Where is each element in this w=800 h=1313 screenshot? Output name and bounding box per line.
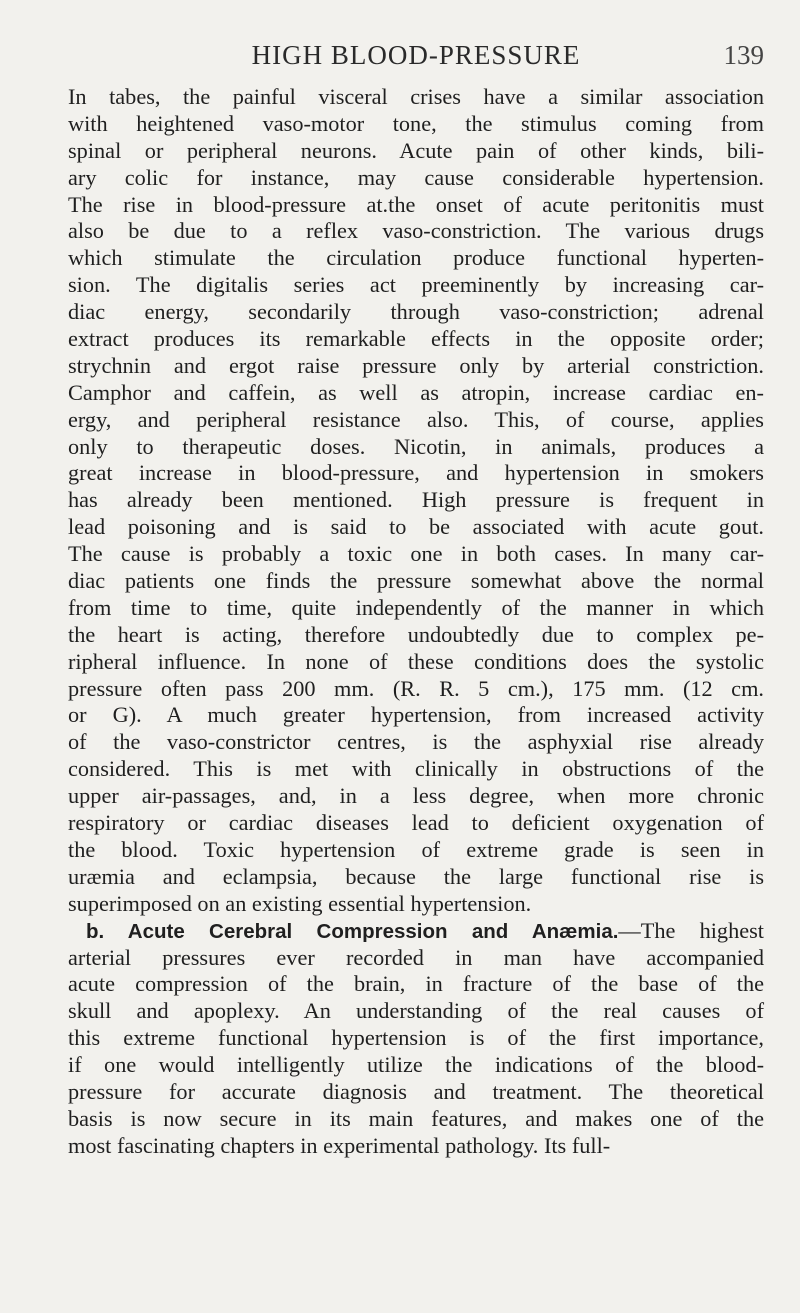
text-line: skull and apoplexy. An understanding of the real causes of <box>68 998 764 1024</box>
text-line: the heart is acting, therefore undoubtedly due to complex pe- <box>68 621 764 647</box>
text-line: diac patients one finds the pressure somewhat above the normal <box>68 568 764 594</box>
text-line: The rise in blood-pressure at.the onset of acute peritonitis must <box>68 191 764 217</box>
text-line: extract produces its remarkable effects in the opposite order; <box>68 326 764 352</box>
body-text <box>68 84 764 1160</box>
text-line: superimposed on an existing essential hypertension. <box>68 890 532 916</box>
text-line: considered. This is met with clinically in obstructions of the <box>68 756 764 782</box>
paragraph-1 <box>68 84 764 918</box>
text-line: which stimulate the circulation produce functional hyperten- <box>68 245 764 271</box>
text-line: or G). A much greater hypertension, from increased activity <box>68 702 764 728</box>
text-line: diac energy, secondarily through vaso-constriction; adrenal <box>68 299 764 325</box>
text-line: also be due to a reflex vaso-constriction. The various drugs <box>68 218 764 244</box>
text-line: spinal or peripheral neurons. Acute pain of other kinds, bili- <box>68 137 764 163</box>
page-header <box>68 40 764 74</box>
text-line: with heightened vaso-motor tone, the stimulus coming from <box>68 110 764 136</box>
section-b-first-line-text: —The highest <box>618 917 764 943</box>
text-line: ary colic for instance, may cause considerable hypertension. <box>68 164 764 190</box>
text-line: of the vaso-constrictor centres, is the asphyxial rise already <box>68 729 764 755</box>
text-line: from time to time, quite independently of the manner in which <box>68 594 764 620</box>
text-line: respiratory or cardiac diseases lead to deficient oxygenation of <box>68 810 764 836</box>
text-line: has already been mentioned. High pressure is frequent in <box>68 487 764 513</box>
text-line: The cause is probably a toxic one in both cases. In many car- <box>68 541 764 567</box>
section-b-first-line <box>68 918 764 945</box>
text-line: the blood. Toxic hypertension of extreme grade is seen in <box>68 836 764 862</box>
text-line: this extreme functional hypertension is of the first importance, <box>68 1025 764 1051</box>
section-heading: b. Acute Cerebral Compression and Anæmia. <box>86 919 619 943</box>
text-line: if one would intelligently utilize the indications of the blood- <box>68 1052 764 1078</box>
section-b <box>68 918 764 1160</box>
text-line: great increase in blood-pressure, and hypertension in smokers <box>68 460 764 486</box>
page-number: 139 <box>723 40 764 70</box>
text-line: sion. The digitalis series act preeminently by increasing car- <box>68 272 764 298</box>
text-line: pressure often pass 200 mm. (R. R. 5 cm.), 175 mm. (12 cm. <box>68 675 764 701</box>
text-line: most fascinating chapters in experimental pathology. Its full- <box>68 1132 611 1158</box>
text-line: acute compression of the brain, in fracture of the base of the <box>68 971 764 997</box>
text-line: lead poisoning and is said to be associated with acute gout. <box>68 514 764 540</box>
text-line: ripheral influence. In none of these conditions does the systolic <box>68 648 764 674</box>
text-line: pressure for accurate diagnosis and treatment. The theoretical <box>68 1078 764 1104</box>
text-line: only to therapeutic doses. Nicotin, in animals, produces a <box>68 433 764 459</box>
text-line: Camphor and caffein, as well as atropin, increase cardiac en- <box>68 379 764 405</box>
text-line: arterial pressures ever recorded in man have accompanied <box>68 944 764 970</box>
running-head: HIGH BLOOD-PRESSURE <box>251 40 581 70</box>
text-line: ergy, and peripheral resistance also. This, of course, applies <box>68 406 764 432</box>
text-line: In tabes, the painful visceral crises have a similar association <box>68 84 764 109</box>
text-line: upper air-passages, and, in a less degree, when more chronic <box>68 783 764 809</box>
text-line: strychnin and ergot raise pressure only by arterial constriction. <box>68 352 764 378</box>
text-line: basis is now secure in its main features, and makes one of the <box>68 1105 764 1131</box>
text-line: uræmia and eclampsia, because the large functional rise is <box>68 863 764 889</box>
